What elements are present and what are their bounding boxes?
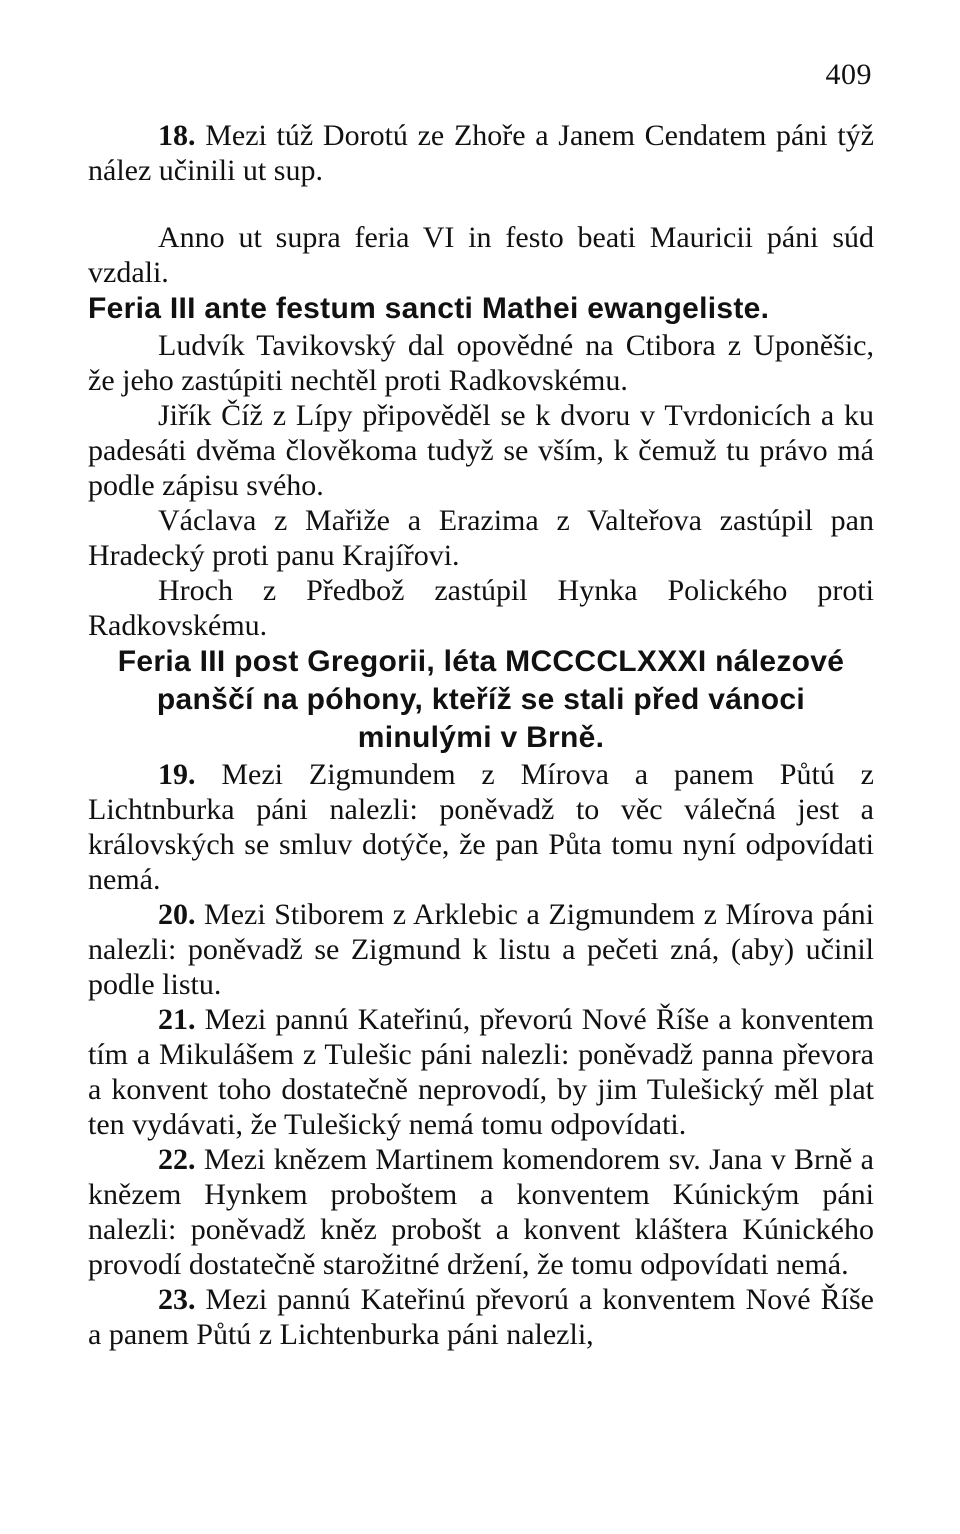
section-heading-feria-iii-ante: Feria III ante festum sancti Mathei ewangeliste.: [88, 292, 770, 325]
entry-number: 23.: [158, 1283, 196, 1316]
entry-text: Mezi pannú Kateřinú převorú a konventem Nové Říše a panem Půtú z Lichtenburka páni nalezli,: [88, 1283, 874, 1351]
entry-text: Mezi knězem Martinem komendorem sv. Jana v Brně a knězem Hynkem proboštem a konventem Kúnickým páni nalezli: poněvadž kněz probošt a konvent kláštera Kúnického provodí dostatečně starožitné držení, že tomu odpovídati nemá.: [88, 1143, 874, 1281]
page-body: [88, 118, 874, 1352]
entry-number: 21.: [158, 1003, 196, 1036]
paragraph-hroch: Hroch z Předbož zastúpil Hynka Polického proti Radkovskému.: [88, 574, 874, 642]
entry-21: [88, 1002, 874, 1142]
paragraph-vaclava: Václava z Mařiže a Erazima z Valteřova zastúpil pan Hradecký proti panu Krajířovi.: [88, 504, 874, 572]
entry-text: Mezi túž Dorotú ze Zhoře a Janem Cendatem páni týž nález učinili ut sup.: [88, 119, 874, 187]
paragraph-ludvik: Ludvík Tavikovský dal opovědné na Ctibora z Uponěšic, že jeho zastúpiti nechtěl proti Radkovskému.: [88, 329, 874, 397]
entry-18: [88, 118, 874, 188]
entry-19: [88, 757, 874, 897]
entry-text: Mezi Stiborem z Arklebic a Zigmundem z Mírova páni nalezli: poněvadž se Zigmund k listu a pečeti zná, (aby) učinil podle listu.: [88, 898, 874, 1001]
entry-text: Mezi Zigmundem z Mírova a panem Půtú z Lichtnburka páni nalezli: poněvadž to věc válečná jest a královských se smluv dotýče, že pan Půta tomu nyní odpovídati nemá.: [88, 758, 874, 896]
paragraph-anno: Anno ut supra feria VI in festo beati Mauricii páni súd vzdali.: [88, 221, 874, 289]
entry-number: 20.: [158, 898, 196, 931]
entry-number: 18.: [158, 119, 196, 152]
entry-23: [88, 1282, 874, 1352]
entry-22: [88, 1142, 874, 1282]
entry-text: Mezi pannú Kateřinú, převorú Nové Říše a konventem tím a Mikulášem z Tulešic páni nalezli: poněvadž panna převora a konvent toho dostatečně neprovodí, by jim Tulešický měl plat ten vydávati, že Tulešický nemá tomu odpovídati.: [88, 1003, 874, 1141]
paragraph-jirik: Jiřík Číž z Lípy připověděl se k dvoru v Tvrdonicích a ku padesáti dvěma člověkoma tudyž se vším, k čemuž tu právo má podle zápisu svého.: [88, 399, 874, 502]
section-heading-feria-iii-post: Feria III post Gregorii, léta MCCCCLXXXI nálezové panščí na póhony, kteříž se stali před vánoci minulými v Brně.: [117, 645, 845, 754]
page-number: 409: [825, 58, 872, 91]
entry-number: 19.: [158, 758, 196, 791]
entry-number: 22.: [158, 1143, 196, 1176]
entry-20: [88, 897, 874, 1002]
